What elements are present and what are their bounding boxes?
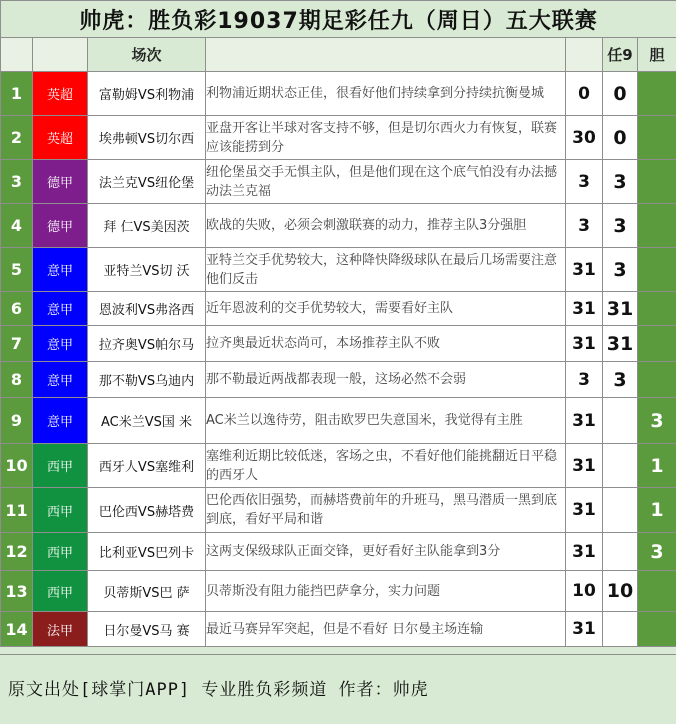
table-row xyxy=(1,612,676,647)
header-comment xyxy=(206,38,566,72)
table-row xyxy=(1,292,676,326)
header-dan: 胆 xyxy=(638,38,676,72)
match-comment: 利物浦近期状态正佳，很看好他们持续拿到分持续抗衡曼城 xyxy=(206,72,566,116)
pick-value: 3 xyxy=(566,362,603,398)
match-name: 那不勒VS乌迪内 xyxy=(88,362,206,398)
pick-value: 31 xyxy=(566,292,603,326)
match-comment: 拉齐奥最近状态尚可，本场推荐主队不败 xyxy=(206,326,566,362)
table-row xyxy=(1,326,676,362)
table-row xyxy=(1,204,676,248)
renjiu-value: 0 xyxy=(603,72,638,116)
dan-value xyxy=(638,204,676,248)
pick-value: 31 xyxy=(566,488,603,533)
match-comment: 这两支保级球队正面交锋，更好看好主队能拿到3分 xyxy=(206,533,566,571)
table-row xyxy=(1,571,676,612)
dan-value xyxy=(638,72,676,116)
renjiu-value: 3 xyxy=(603,160,638,204)
match-name: 拉齐奥VS帕尔马 xyxy=(88,326,206,362)
dan-value xyxy=(638,326,676,362)
pick-value: 31 xyxy=(566,533,603,571)
table-row xyxy=(1,160,676,204)
renjiu-value xyxy=(603,398,638,444)
match-name: 恩波利VS弗洛西 xyxy=(88,292,206,326)
header-league xyxy=(33,38,88,72)
match-comment: 欧战的失败，必须会刺激联赛的动力，推荐主队3分强胆 xyxy=(206,204,566,248)
match-comment: 贝蒂斯没有阻力能挡巴萨拿分，实力问题 xyxy=(206,571,566,612)
renjiu-value xyxy=(603,444,638,488)
pick-value: 3 xyxy=(566,160,603,204)
row-number: 11 xyxy=(1,488,33,533)
row-number: 9 xyxy=(1,398,33,444)
table-row xyxy=(1,116,676,160)
pick-value: 31 xyxy=(566,444,603,488)
renjiu-value xyxy=(603,533,638,571)
match-name: 埃弗顿VS切尔西 xyxy=(88,116,206,160)
renjiu-value xyxy=(603,612,638,647)
match-comment: 亚盘开客让半球对客支持不够，但是切尔西火力有恢复，联赛应该能捞到分 xyxy=(206,116,566,160)
match-name: 贝蒂斯VS巴 萨 xyxy=(88,571,206,612)
renjiu-value xyxy=(603,488,638,533)
row-number: 5 xyxy=(1,248,33,292)
league-badge: 西甲 xyxy=(33,488,88,533)
dan-value xyxy=(638,612,676,647)
match-name: 法兰克VS纽伦堡 xyxy=(88,160,206,204)
header-no xyxy=(1,38,33,72)
league-badge: 英超 xyxy=(33,72,88,116)
footer-source: 原文出处[球掌门APP] 专业胜负彩频道 作者：帅虎 xyxy=(0,654,676,724)
row-number: 13 xyxy=(1,571,33,612)
dan-value xyxy=(638,116,676,160)
page-title: 帅虎：胜负彩19037期足彩任九（周日）五大联赛 xyxy=(1,1,676,38)
table-row xyxy=(1,444,676,488)
renjiu-value: 10 xyxy=(603,571,638,612)
table-row xyxy=(1,72,676,116)
league-badge: 西甲 xyxy=(33,571,88,612)
row-number: 3 xyxy=(1,160,33,204)
league-badge: 西甲 xyxy=(33,444,88,488)
header-match: 场次 xyxy=(88,38,206,72)
match-name: 巴伦西VS赫塔费 xyxy=(88,488,206,533)
match-name: 西牙人VS塞维利 xyxy=(88,444,206,488)
renjiu-value: 0 xyxy=(603,116,638,160)
league-badge: 英超 xyxy=(33,116,88,160)
table-row xyxy=(1,362,676,398)
dan-value xyxy=(638,248,676,292)
dan-value: 1 xyxy=(638,488,676,533)
row-number: 7 xyxy=(1,326,33,362)
league-badge: 意甲 xyxy=(33,292,88,326)
row-number: 4 xyxy=(1,204,33,248)
league-badge: 意甲 xyxy=(33,326,88,362)
league-badge: 意甲 xyxy=(33,398,88,444)
match-comment: 塞维利近期比较低迷，客场之虫，不看好他们能挑翻近日平稳的西牙人 xyxy=(206,444,566,488)
pick-value: 0 xyxy=(566,72,603,116)
pick-value: 31 xyxy=(566,248,603,292)
dan-value: 3 xyxy=(638,533,676,571)
league-badge: 意甲 xyxy=(33,362,88,398)
renjiu-value: 3 xyxy=(603,362,638,398)
renjiu-value: 31 xyxy=(603,326,638,362)
dan-value: 1 xyxy=(638,444,676,488)
table-row xyxy=(1,488,676,533)
league-badge: 法甲 xyxy=(33,612,88,647)
pick-value: 31 xyxy=(566,326,603,362)
dan-value xyxy=(638,292,676,326)
match-comment: 近年恩波利的交手优势较大，需要看好主队 xyxy=(206,292,566,326)
dan-value: 3 xyxy=(638,398,676,444)
match-comment: 纽伦堡虽交手无惧主队，但是他们现在这个底气怕没有办法撼动法兰克福 xyxy=(206,160,566,204)
renjiu-value: 3 xyxy=(603,248,638,292)
row-number: 12 xyxy=(1,533,33,571)
match-name: 比利亚VS巴列卡 xyxy=(88,533,206,571)
match-comment: 亚特兰交手优势较大，这种降快降级球队在最后几场需要注意他们反击 xyxy=(206,248,566,292)
table-row xyxy=(1,248,676,292)
table-row xyxy=(1,398,676,444)
league-badge: 西甲 xyxy=(33,533,88,571)
row-number: 8 xyxy=(1,362,33,398)
match-name: 富勒姆VS利物浦 xyxy=(88,72,206,116)
match-name: 拜 仁VS美因茨 xyxy=(88,204,206,248)
row-number: 1 xyxy=(1,72,33,116)
pick-value: 31 xyxy=(566,612,603,647)
row-number: 10 xyxy=(1,444,33,488)
match-name: 日尔曼VS马 赛 xyxy=(88,612,206,647)
header-pick xyxy=(566,38,603,72)
match-name: AC米兰VS国 米 xyxy=(88,398,206,444)
row-number: 6 xyxy=(1,292,33,326)
match-comment: 那不勒最近两战都表现一般，这场必然不会弱 xyxy=(206,362,566,398)
pick-value: 30 xyxy=(566,116,603,160)
league-badge: 德甲 xyxy=(33,204,88,248)
header-renjiu: 任9 xyxy=(603,38,638,72)
dan-value xyxy=(638,571,676,612)
pick-value: 10 xyxy=(566,571,603,612)
match-comment: AC米兰以逸待劳，阻击欧罗巴失意国米，我觉得有主胜 xyxy=(206,398,566,444)
header-row xyxy=(1,38,676,72)
pick-value: 3 xyxy=(566,204,603,248)
renjiu-value: 31 xyxy=(603,292,638,326)
league-badge: 德甲 xyxy=(33,160,88,204)
match-name: 亚特兰VS切 沃 xyxy=(88,248,206,292)
dan-value xyxy=(638,362,676,398)
dan-value xyxy=(638,160,676,204)
row-number: 14 xyxy=(1,612,33,647)
renjiu-value: 3 xyxy=(603,204,638,248)
row-number: 2 xyxy=(1,116,33,160)
pick-value: 31 xyxy=(566,398,603,444)
match-comment: 巴伦西依旧强势，而赫塔费前年的升班马，黑马潜质一黑到底到底，看好平局和谐 xyxy=(206,488,566,533)
match-comment: 最近马赛异军突起，但是不看好 日尔曼主场连输 xyxy=(206,612,566,647)
table-row xyxy=(1,533,676,571)
league-badge: 意甲 xyxy=(33,248,88,292)
